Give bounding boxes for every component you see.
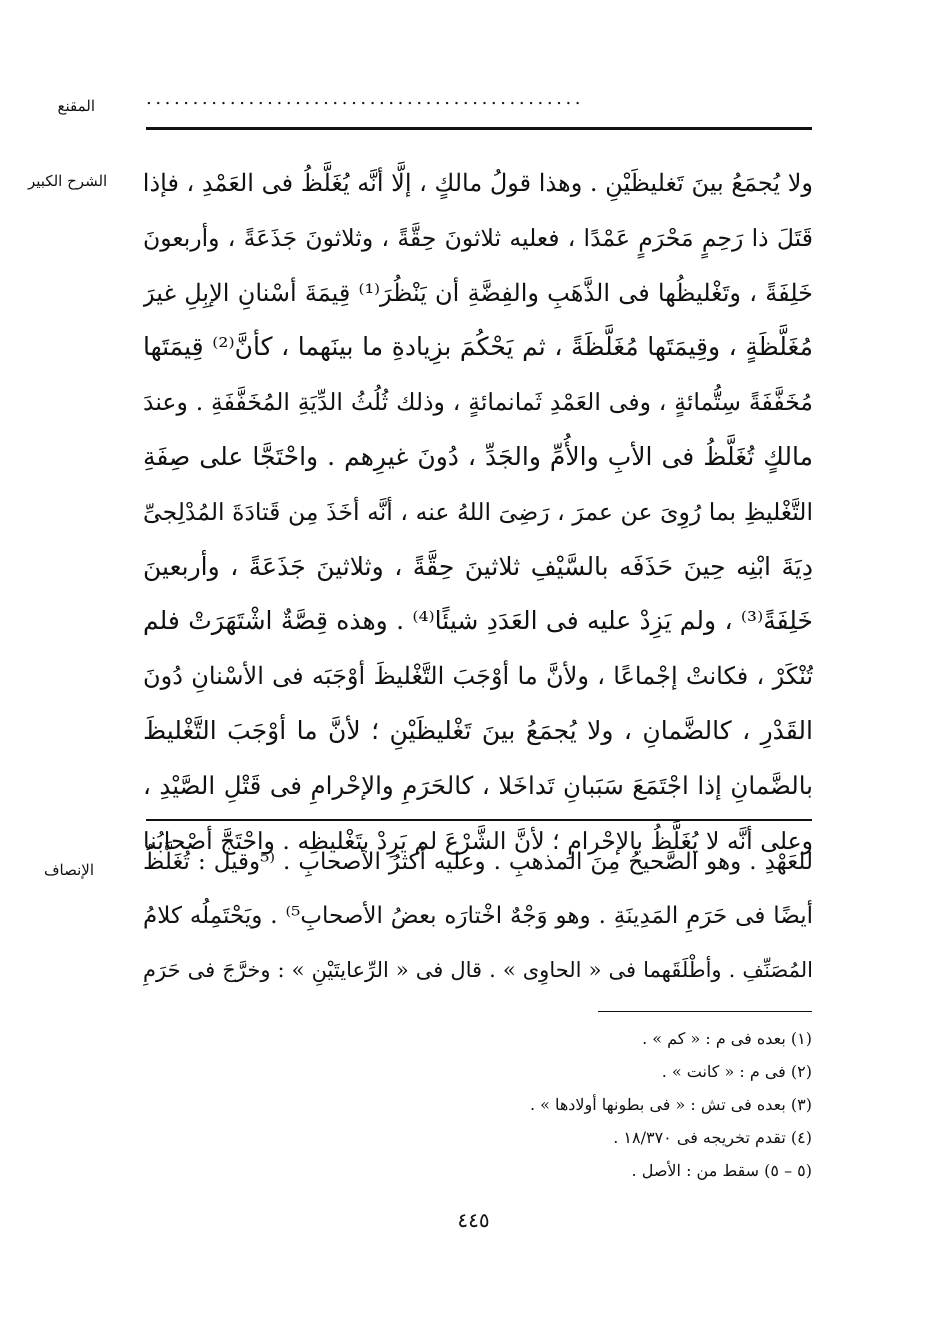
- section-separator: [146, 819, 812, 821]
- text-line: خَلِفَةً ، وتَغْليظُها فى الذَّهَبِ والفِضَّةِ أن يَنْظُرَ⁽¹⁾ قِيمَةَ أسْنانِ الإبِلِ غيرَ: [143, 278, 813, 307]
- main-text-block: [143, 156, 813, 868]
- page-number: ٤٤٥: [457, 1208, 490, 1232]
- header-rule: [146, 127, 812, 130]
- footnote: (١) بعده فى م : « كم » .: [642, 1029, 812, 1048]
- text-line: مُغَلَّظَةٍ ، وقِيمَتَها مُغَلَّظَةً ، ثم يَحْكُمَ بزِيادةِ ما بينَهما ، كأنَّ⁽²⁾ قِيمَتَها: [143, 332, 813, 362]
- text-line: للعَهْدِ . وهو الصَّحيحُ مِنَ المذهبِ . وعليه أكثرُ الأصحابِ . ⁽⁵وقيل : تُغَلَّظُ: [143, 849, 813, 875]
- text-line: مالكٍ تُغَلَّظُ فى الأبِ والأُمِّ والجَدِّ ، دُونَ غيرِهم . واحْتَجَّا على صِفَةِ: [143, 441, 813, 471]
- text-line: أيضًا فى حَرَمِ المَدِينَةِ . وهو وَجْهٌ اخْتارَه بعضُ الأصحابِ⁵⁾ . ويَحْتَمِلُه كلامُ: [143, 903, 813, 929]
- text-line: التَّغْليظِ بما رُوِىَ عن عمرَ ، رَضِىَ اللهُ عنه ، أنَّه أخَذَ مِن قَتادَةَ المُدْلِجىِّ: [143, 497, 813, 526]
- header-book-label: المقنع: [57, 97, 95, 115]
- header-dot-leader: ...............................................: [146, 88, 585, 109]
- footnote: (٥ – ٥) سقط من : الأصل .: [631, 1161, 812, 1180]
- text-line: وعلى أنَّه لا يُغَلَّظُ بالإحْرامِ ؛ لأنَّ الشَّرْعَ لم يَرِدْ بتَغْليظِه . واحْتَجَّ أصْحابُنا: [143, 826, 813, 855]
- text-line: تُنْكَرْ ، فكانتْ إجْماعًا ، ولأنَّ ما أوْجَبَ التَّغْليظَ أوْجَبَه فى الأسْنانِ دُونَ: [143, 662, 813, 691]
- footnotes: [400, 1022, 812, 1187]
- text-line: مُخَفَّفَةً سِتُّمائةٍ ، وفى العَمْدِ ثَمانمائةٍ ، وذلك ثُلُثُ الدِّيَةِ المُخَفَّفَةِ . وعندَ: [143, 388, 813, 417]
- text-line: خَلِفَةً⁽³⁾ ، ولم يَزِدْ عليه فى العَدَدِ شيئًا⁽⁴⁾ . وهذه قِصَّةٌ اشْتَهَرَتْ فلم: [143, 606, 813, 636]
- footnote: (٤) تقدم تخريجه فى ١٨/٣٧٠ .: [613, 1128, 812, 1147]
- insaf-text-block: [143, 835, 813, 997]
- side-label-insaf: الإنصاف: [44, 861, 95, 879]
- text-line: ولا يُجمَعُ بينَ تَغليظَيْنِ . وهذا قولُ مالكٍ ، إلَّا أنَّه يُغَلَّظُ فى العَمْدِ ، فإذا: [143, 169, 813, 197]
- footnote: (٢) فى م : « كانت » .: [661, 1062, 812, 1081]
- text-line: القَدْرِ ، كالضَّمانِ ، ولا يُجمَعُ بينَ تَغْليظَيْنِ ؛ لأنَّ ما أوْجَبَ التَّغْليظَ: [143, 715, 813, 745]
- text-line: بالضَّمانِ إذا اجْتَمَعَ سَبَبانِ تَداخَلا ، كالحَرَمِ والإحْرامِ فى قَتْلِ الصَّيْدِ ،: [143, 770, 813, 800]
- footnote-rule: [598, 1011, 812, 1012]
- footnote: (٣) بعده فى تش : « فى بطونها أولادها » .: [529, 1095, 812, 1114]
- side-label-sharh: الشرح الكبير: [28, 172, 108, 190]
- text-line: المُصَنِّفِ . وأطْلَقَهما فى « الحاوِى » . قال فى « الرِّعايتَيْنِ » : وخرَّجَ فى حَرَمِ: [143, 958, 813, 982]
- text-line: قَتَلَ ذا رَحِمٍ مَحْرَمٍ عَمْدًا ، فعليه ثلاثونَ حِقَّةً ، وثلاثونَ جَذَعَةً ، وأربعونَ: [143, 223, 813, 252]
- text-line: دِيَةَ ابْنِه حِينَ حَذَفَه بالسَّيْفِ ثلاثينَ حِقَّةً ، وثلاثينَ جَذَعَةً ، وأربعينَ: [143, 551, 813, 581]
